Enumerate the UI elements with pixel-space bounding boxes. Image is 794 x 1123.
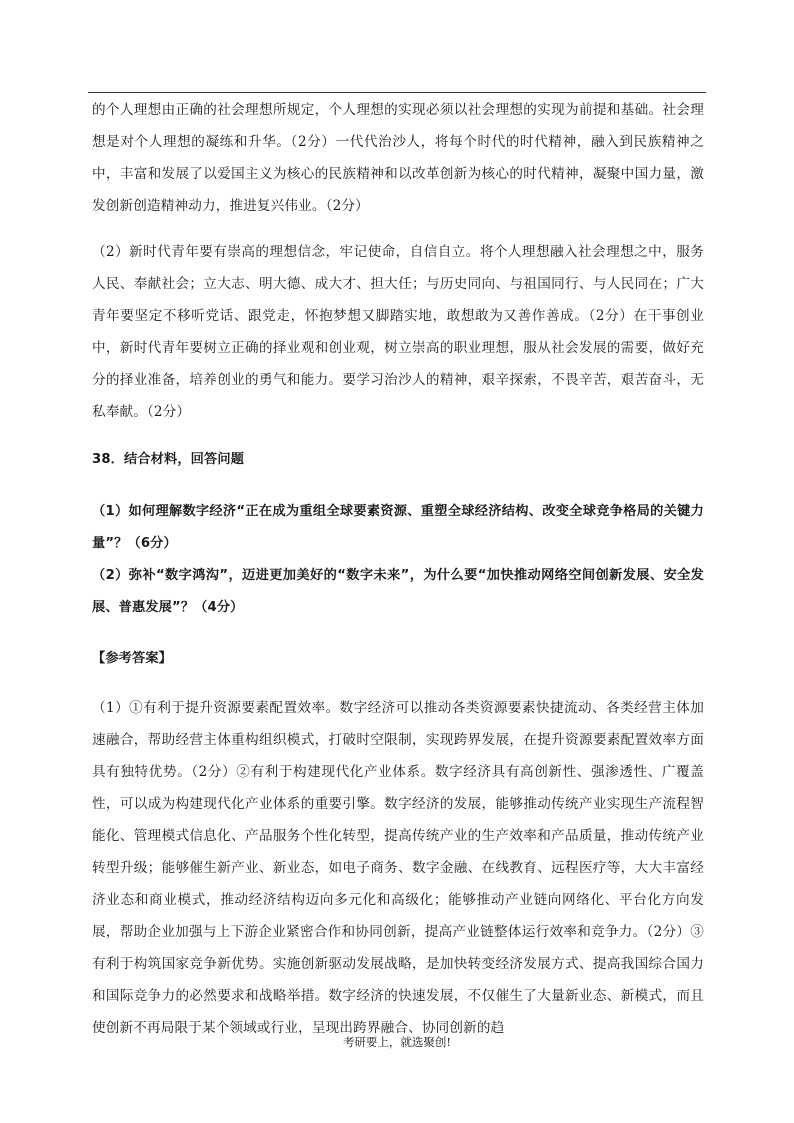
answer-37-part-2: （2）新时代青年要有崇高的理想信念，牢记使命，自信自立。将个人理想融入社会理想之中，服务人民、奉献社会；立大志、明大德、成大才、担大任；与历史同向、与祖国同行、与人民同在；广大青年要坚定不移听党话、跟党走，怀抱梦想又脚踏实地，敢想敢为又善作善成。（2分）在干事创业中，新时代青年要树立正确的择业观和创业观，树立崇高的职业理想，服从社会发展的需要，做好充分的择业准备，培养创业的勇气和能力。要学习治沙人的精神，艰辛探索，不畏辛苦，艰苦奋斗，无私奉献。（2分）: [92, 244, 704, 420]
answer-38-part-1: （1）①有利于提升资源要素配置效率。数字经济可以推动各类资源要素快捷流动、各类经营主体加速融合，帮助经营主体重构组织模式，打破时空限制，实现跨界发展，在提升资源要素配置效率方面具有独特优势。（2分）②有利于构建现代化产业体系。数字经济具有高创新性、强渗透性、广覆盖性，可以成为构建现代化产业体系的重要引擎。数字经济的发展，能够推动传统产业实现生产流程智能化、管理模式信息化、产品服务个性化转型，提高传统产业的生产效率和产品质量，推动传统产业转型升级；能够催生新产业、新业态，如电子商务、数字金融、在线教育、远程医疗等，大大丰富经济业态和商业模式，推动经济结构迈向多元化和高级化；能够推动产业链向网络化、平台化方向发展，帮助企业加强与上下游企业紧密合作和协同创新，提高产业链整体运行效率和竞争力。（2分）③有利于构筑国家竞争新优势。实施创新驱动发展战略，是加快转变经济发展方式、提高我国综合国力和国际竞争力的必然要求和战略举措。数字经济的快速发展，不仅催生了大量新业态、新模式，而且使创新不再局限于某个领域或行业，呈现出跨界融合、协同创新的趋: [92, 700, 704, 1036]
reference-answer-label: 【参考答案】: [92, 651, 173, 666]
question-38-part-1: （1）如何理解数字经济“正在成为重组全球要素资源、重塑全球经济结构、改变全球竞争格局的关键力量”？（6分）: [92, 504, 704, 551]
question-38-part-2: （2）弥补“数字鸿沟”，迈进更加美好的“数字未来”，为什么要“加快推动网络空间创新发展、安全发展、普惠发展”？（4分）: [92, 568, 704, 615]
page-footer: 考研要上，就选聚创!: [342, 1035, 452, 1049]
header-rule: [88, 92, 706, 93]
question-38-heading: 38．结合材料，回答问题: [92, 452, 245, 467]
continuation-paragraph: 的个人理想由正确的社会理想所规定，个人理想的实现必须以社会理想的实现为前提和基础。社会理想是对个人理想的凝练和升华。（2分）一代代治沙人，将每个时代的时代精神，融入到民族精神之中，丰富和发展了以爱国主义为核心的民族精神和以改革创新为核心的时代精神，凝聚中国力量，激发创新创造精神动力，推进复兴伟业。（2分）: [92, 102, 704, 214]
